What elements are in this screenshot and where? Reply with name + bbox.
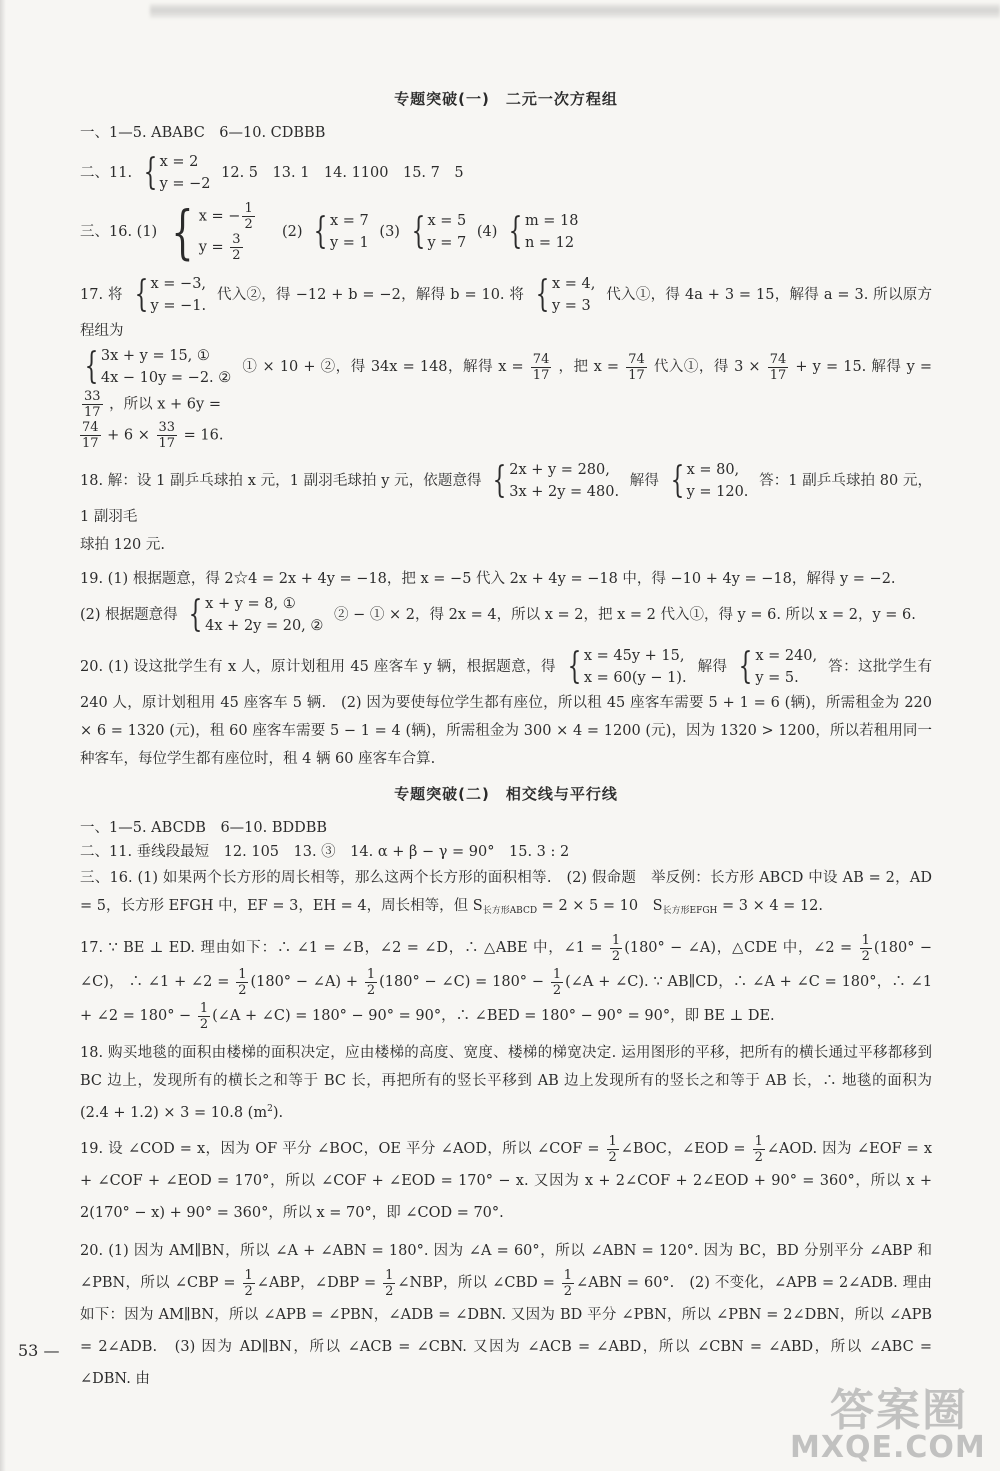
text: ∴ ∠1 + ∠2 = [128,974,230,990]
text: ∠BOC，∠EOD = [620,1141,746,1157]
sys-text: y = [198,239,229,256]
fraction [157,420,178,451]
sys-row: x = 7 [330,213,369,229]
fraction-num: 3 [232,232,241,247]
sys-row [199,201,257,232]
fraction-den: 2 [552,982,562,998]
text: 球拍 120 元. [80,537,166,553]
scan-streak [150,4,1000,18]
text: + 6 × [107,427,150,444]
fraction-num: 1 [754,1133,763,1149]
text: 人，原计划租用 45 座客车 5 辆. (2) 因为要使每位学生都有座位，所以租 45 座客车需要 5 + 1 = 6 (辆)，所需租金为 220 × 6 = 1320 (元)，租 60 座客车需要 5 − 1 = 4 (辆)，所需租金为 300 × 4 = 1200 (元)，因为 1320 > 1200，所以若租用同一种客车，每位学生都有座位时，租 4 辆 60 座客车合算. [80,695,933,767]
fraction-num: 1 [244,201,253,216]
sys-row: y = 3 [552,298,591,314]
subscript: 长方形EFGH [662,906,718,916]
answer-19 [80,565,932,637]
equation-system: { x = 80, y = 120. [670,460,749,501]
sub-label: (3) [379,224,400,240]
text: ∠ABN = 60°. (2) 不变化，∠APB = 2∠ADB. 理由如下：因为 AM∥BN，所以 ∠APB = ∠PBN，∠ADB = ∠DBN. 又因为 BD 平分 ∠PBN，所以 ∠PBN = 2∠DBN，所以 ∠APB = 2∠ADB. (3) 因为 AD∥BN，所以 ∠ACB = ∠CBN. 又因为 ∠ACB = ∠ABD，所以 ∠CBN = ∠ABD，所以 ∠ABC = ∠DBN. 由 [80,1275,933,1387]
sys-row: x + y = 8, ① [205,596,296,612]
text: ∠AOD. 因为 ∠EOF = x + ∠COF + ∠EOD = 170°，所以 ∠COF + ∠EOD = 170° − x. 又因为 x + 2∠COF + 2∠EOD + 90° = 360°，所以 x + 2(170° − x) + 90° = 360°，所以 x = 70°，即 ∠COD = 70°. [80,1141,933,1221]
text: 代入①，得 4a + 3 = 15，解得 a = 3. 所以原方程组为 [80,287,933,339]
sys-row: n = 12 [524,235,575,251]
text: 代入②，得 −12 + b = −2，解得 b = 10. 将 [216,287,525,303]
text: 代入①，得 3 × [653,359,761,375]
text: 解得 [629,473,659,489]
text: ，把 x = [558,359,620,375]
text: (2) 根据题意得 [80,607,178,623]
equation-system: { 2x + y = 280, 3x + 2y = 480. [492,460,620,501]
fraction-den: 2 [611,948,621,964]
text: 19. 设 ∠COD = x，因为 OF 平分 ∠BOC，OE 平分 ∠AOD，所以 ∠COF = [80,1141,600,1157]
text: (∠A + ∠C). ∵ AB∥CD，∴ ∠A + ∠C = 180°，∴ ∠1 + ∠2 = [80,974,933,1024]
sys-row: x = −3, [150,276,207,292]
sys-row: 2x + y = 280, [509,462,610,478]
sub-label: (4) [476,224,498,240]
fraction-den: 17 [628,367,645,383]
text: 解得 [697,659,728,675]
fraction-den: 2 [861,948,870,964]
answer-line-fill-1 [80,151,932,195]
text: 17. ∵ BE ⊥ ED. 理由如下：∴ ∠1 = ∠B，∠2 = ∠D，∴ △ABE 中，∠1 = [80,940,603,956]
fill-rest: 12. 5 13. 1 14. 1100 15. 7 5 [221,165,464,181]
fraction [753,1134,765,1165]
sys-row: x = 45y + 15, [583,648,685,664]
answer-20-s2 [80,1235,932,1395]
text: = 3 × 4 = 12. [717,898,824,914]
answer-16-s2 [80,864,932,925]
fraction-den: 17 [82,436,99,451]
fraction [768,352,789,383]
equation-system: { x = 2 y = −2 [143,152,211,193]
text: 答：1 副乒乓球拍 80 元，1 副羽毛 [80,473,933,525]
fraction [626,352,647,383]
answer-line-fill-2: 二、11. 垂线段最短 12. 105 13. ③ 14. α + β − γ = 90° 15. 3 : 2 [80,844,570,860]
watermark-url: MXQE.COM [790,1430,986,1465]
fraction [365,967,377,998]
answer-18-s2 [80,1039,932,1127]
fraction-num: 1 [611,932,621,948]
sys-row: x = 2 [159,154,199,170]
fraction [198,1001,210,1032]
fraction [230,232,242,263]
fraction-den: 17 [84,405,101,420]
fraction [562,1268,574,1299]
fraction-num: 1 [552,966,562,982]
text: + y = 15. 解得 y = [795,359,933,375]
text: 三、16. (1) 如果两个长方形的周长相等，那么这两个长方形的面积相等. (2) 假命题 举反例：长方形 ABCD 中设 AB = 2，AD = 5，长方形 EFGH 中，EF = 3，EH = 4，周长相等，但 S [80,870,932,914]
answer-19-s2 [80,1133,932,1229]
sys-row: 3x + y = 15, ① [100,348,210,364]
fraction-den: 2 [199,1016,209,1032]
text: 20. (1) 因为 AM∥BN，所以 ∠A + ∠ABN = 180°. 因为 ∠A = 60°，所以 ∠ABN = 120°. 因为 BC，BD 分别平分 ∠ABP 和 ∠PBN，所以 ∠CBP = [80,1243,932,1291]
answer-line-choice-1: 一、1—5. ABABC 6—10. CDBBB [80,125,326,141]
sys-row: y = 7 [427,235,467,251]
text: ① × 10 + ②，得 34x = 148，解得 x = [242,359,524,375]
text: ，所以 x + 6y = [109,396,221,413]
fraction-den: 17 [158,436,176,451]
equation-system: { m = 18 n = 12 [508,211,579,252]
sys-row: y = 120. [686,484,749,500]
subscript: 长方形ABCD [482,906,538,916]
watermark [770,1372,1000,1471]
answer-17-s2 [80,931,932,1033]
fraction-num: 1 [366,966,376,982]
fraction [242,201,254,232]
fraction-num: 74 [532,351,550,367]
text: (180° − ∠A)，△CDE 中，∠2 = [624,940,853,956]
text: = 16. [183,427,224,444]
sys-row: 3x + 2y = 480. [509,484,620,500]
answer-line-16 [80,198,932,266]
fraction-num: 33 [158,420,176,435]
equation-system: { x = 45y + 15, x = 60(y − 1). [567,646,687,687]
equation-system: { x = 5 y = 7 [411,211,467,252]
text: 答：这批学生有 240 [80,659,933,711]
answer-18 [80,459,932,559]
answer-17 [80,273,932,451]
fraction-num: 74 [628,351,645,367]
page-number: 53 — [18,1341,60,1360]
sub-label: (2) [281,224,303,240]
answer-page [80,80,932,1401]
fraction [607,1134,619,1165]
equation-system: { x = 7 y = 1 [313,211,369,252]
fraction-num: 1 [199,1000,209,1016]
text: 18. 解：设 1 副乒乓球拍 x 元，1 副羽毛球拍 y 元，依题意得 [80,473,482,489]
sys-row: x = 80, [686,462,740,478]
watermark-logo: 答案圈 [830,1385,968,1436]
sys-row: 4x + 2y = 20, ② [205,618,324,634]
sys-row: x = 240, [755,648,818,664]
fraction [383,1268,395,1299]
answer-20 [80,645,932,773]
fraction [82,389,103,420]
sys-row: m = 18 [524,213,579,229]
text: 19. (1) 根据题意，得 2☆4 = 2x + 4y = −18，把 x = −5 代入 2x + 4y = −18 中，得 −10 + 4y = −18，解得 y = −2. [80,571,896,587]
equation-system: { x + y = 8, ① 4x + 2y = 20, ② [188,594,324,635]
text: = 2 × 5 = 10 S [537,898,663,914]
fraction [860,933,872,964]
text: 20. (1) 设这批学生有 x 人，原计划租用 45 座客车 y 辆，根据题意，得 [80,659,556,675]
fraction-den: 2 [232,248,241,263]
text: (∠A + ∠C) = 180° − 90° = 90°，∴ ∠BED = 180° − 90° = 90°，即 BE ⊥ DE. [212,1008,775,1024]
fraction [80,420,101,451]
scan-edge-shadow [0,0,6,1471]
text: 18. 购买地毯的面积由楼梯的面积决定，应由楼梯的高度、宽度、楼梯的梯宽决定. 运用图形的平移，把所有的横长通过平移都移到 BC 边上，发现所有的横长之和等于 BC 长，再把所有的竖长平移到 AB 边上发现所有的竖长之和等于 AB 长，∴ 地毯的面积为 (2.4 + 1.2) × 3 = 10.8 (m [80,1045,932,1121]
fraction-num: 1 [244,1267,253,1283]
fraction-den: 2 [563,1283,573,1299]
equation-system: { x = −3, y = −1. [134,274,207,315]
fill-prefix: 二、11. [80,165,133,181]
sys-row: x = 4, [552,276,596,292]
sys-row: y = 1 [330,235,369,251]
text: (180° − ∠C)， [80,940,933,990]
fraction [236,967,248,998]
fraction-num: 74 [82,420,99,435]
sys-row: x = 60(y − 1). [583,670,687,686]
section-title-2: 专题突破(二) 相交线与平行线 [394,785,618,803]
equation-system: { x = − $\frac{1}{2}$ y = $\frac{3}{2}$ [164,201,257,263]
text: ). [272,1105,284,1121]
superscript: 2 [267,1104,273,1114]
fraction-den: 2 [244,1283,253,1299]
fraction-den: 2 [385,1283,394,1299]
section-title-1: 专题突破(一) 二元一次方程组 [394,90,618,108]
fraction-den: 2 [608,1149,617,1165]
q16-prefix: 三、16. (1) [80,224,158,240]
sys-row: 4x − 10y = −2. ② [100,370,232,386]
fraction-num: 1 [238,966,247,982]
answer-line-choice-2: 一、1—5. ABCDB 6—10. BDDBB [80,820,328,836]
fraction-den: 2 [238,982,247,998]
equation-system: { x = 4, y = 3 [535,274,596,315]
fraction-num: 1 [385,1267,394,1283]
sys-row: y = −1. [150,298,207,314]
fraction [610,933,622,964]
sys-row: x = 5 [427,213,467,229]
fraction [243,1268,255,1299]
equation-system: { x = 240, y = 5. [738,646,818,687]
text: 17. 将 [80,287,123,303]
text: ∠NBP，所以 ∠CBD = [397,1275,555,1291]
text: (180° − ∠C) = 180° − [379,974,545,990]
text: ② − ① × 2，得 2x = 4，所以 x = 2，把 x = 2 代入①，得 y = 6. 所以 x = 2，y = 6. [334,607,916,623]
fraction-den: 2 [754,1149,763,1165]
sys-text: x = − [198,208,241,225]
equation-system: { 3x + y = 15, ① 4x − 10y = −2. ② [84,346,232,387]
fraction-den: 17 [532,367,550,383]
fraction-num: 1 [608,1133,617,1149]
text: ∠ABP，∠DBP = [256,1275,377,1291]
text: (180° − ∠A) + [250,974,359,990]
fraction [531,352,552,383]
fraction-num: 74 [769,351,787,367]
sys-row: y = −2 [159,176,211,192]
fraction-den: 2 [366,982,376,998]
fraction-num: 33 [84,389,101,404]
sys-row [199,232,257,263]
fraction [551,967,563,998]
fraction-den: 17 [769,367,787,383]
text: 180° − [139,1008,192,1024]
fraction-num: 1 [563,1267,573,1283]
fraction-den: 2 [244,217,253,232]
fraction-num: 1 [861,932,870,948]
sys-row: y = 5. [755,670,799,686]
